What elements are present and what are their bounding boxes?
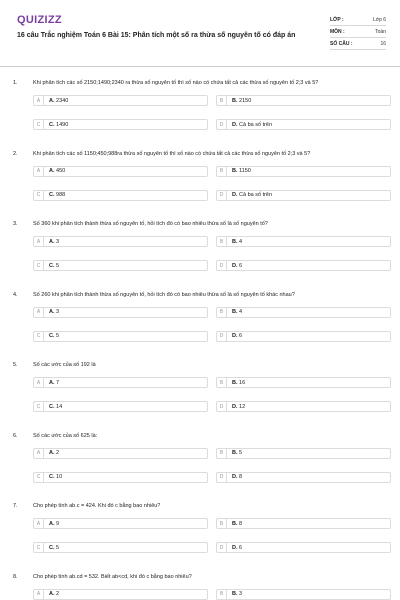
option-text: Cả ba số trên <box>239 192 273 198</box>
option-text: 5 <box>56 262 60 269</box>
option-prefix: C. <box>49 192 55 198</box>
option-prefix: D. <box>232 262 238 269</box>
option-text: 3 <box>56 309 60 315</box>
option-letter: A <box>34 519 44 528</box>
option-prefix: D. <box>232 544 238 551</box>
option-letter: A <box>34 96 44 105</box>
option-text: 2150 <box>239 97 252 104</box>
option-text: 8 <box>239 520 243 527</box>
option-b[interactable] <box>216 589 391 600</box>
question-text: Số 260 khi phân tích thành thừa số nguyên tố, hỏi tích đó có bao nhiêu thừa số là số nguyên tố khác nhau? <box>33 291 295 298</box>
option-letter: C <box>34 543 44 552</box>
option-text: 16 <box>239 379 246 386</box>
option-d[interactable] <box>216 331 391 342</box>
option-b[interactable] <box>216 518 391 529</box>
worksheet-meta <box>330 14 386 50</box>
option-prefix: C. <box>49 333 55 339</box>
option-letter: D <box>217 332 227 341</box>
option-text: 4 <box>239 309 243 315</box>
option-c[interactable] <box>33 331 208 342</box>
option-b[interactable] <box>216 307 391 318</box>
option-letter: A <box>34 449 44 458</box>
option-text: 6 <box>239 544 243 551</box>
option-text: 988 <box>56 192 66 198</box>
option-letter: B <box>217 590 227 599</box>
option-letter: C <box>34 402 44 411</box>
option-letter: D <box>217 402 227 411</box>
option-letter: D <box>217 473 227 482</box>
option-text: 1150 <box>239 168 251 174</box>
option-letter: D <box>217 191 227 200</box>
option-prefix: D. <box>232 121 238 128</box>
option-letter: C <box>34 261 44 270</box>
option-letter: B <box>217 519 227 528</box>
header-divider <box>0 66 400 67</box>
question-number: 4. <box>13 291 18 298</box>
option-a[interactable] <box>33 448 208 459</box>
meta-key: LỚP : <box>330 16 344 23</box>
question-item <box>0 70 400 141</box>
option-text: 12 <box>239 403 246 410</box>
option-text: 6 <box>239 333 243 339</box>
option-prefix: A. <box>49 309 55 315</box>
question-number: 7. <box>13 503 18 509</box>
option-a[interactable] <box>33 95 208 106</box>
option-letter: B <box>217 96 227 105</box>
question-item <box>0 141 400 212</box>
option-prefix: D. <box>232 474 238 480</box>
option-d[interactable] <box>216 401 391 412</box>
option-prefix: A. <box>49 97 55 104</box>
option-text: 1490 <box>56 121 69 128</box>
question-text: Cho phép tính ab.cd = 532. Biết ab<cd, khi đó c bằng bao nhiêu? <box>33 573 192 580</box>
option-letter: C <box>34 191 44 200</box>
option-text: 5 <box>56 544 60 551</box>
option-letter: B <box>217 167 227 176</box>
question-number: 3. <box>13 221 18 227</box>
option-prefix: C. <box>49 474 55 480</box>
option-b[interactable] <box>216 166 391 177</box>
option-b[interactable] <box>216 236 391 247</box>
option-prefix: B. <box>232 591 238 597</box>
meta-value: Lớp 6 <box>372 16 386 23</box>
worksheet-title: 16 câu Trắc nghiệm Toán 6 Bài 15: Phân tích một số ra thừa số nguyên tố có đáp án <box>17 32 296 39</box>
option-b[interactable] <box>216 377 391 388</box>
question-number: 6. <box>13 432 18 439</box>
option-text: 4 <box>239 238 243 245</box>
option-prefix: B. <box>232 520 238 527</box>
option-prefix: A. <box>49 591 55 597</box>
option-text: 7 <box>56 379 60 386</box>
option-text: 10 <box>56 474 63 480</box>
option-prefix: C. <box>49 121 55 128</box>
question-text: Khi phân tích các số 2150;1490;2340 ra thừa số nguyên tố thì số nào có chứa tất cả các thừa số nguyên tố 2;3 và 5? <box>33 80 319 86</box>
option-a[interactable] <box>33 236 208 247</box>
option-a[interactable] <box>33 377 208 388</box>
meta-row-class <box>330 14 386 26</box>
option-prefix: D. <box>232 333 238 339</box>
option-text: 9 <box>56 520 60 527</box>
option-prefix: D. <box>232 192 238 198</box>
question-text: Khi phân tích các số 1150;450;988ra thừa số nguyên tố thì số nào có chứa tất cả các thừa số nguyên tố 2;3 và 5? <box>33 150 311 157</box>
option-text: 5 <box>56 333 60 339</box>
quizizz-logo: QUIZIZZ <box>17 14 62 26</box>
option-text: 3 <box>239 591 243 597</box>
option-prefix: C. <box>49 544 55 551</box>
option-d[interactable] <box>216 190 391 201</box>
option-b[interactable] <box>216 95 391 106</box>
meta-value: Toán <box>375 28 386 35</box>
option-text: 6 <box>239 262 243 269</box>
option-letter: A <box>34 378 44 387</box>
question-item <box>0 211 400 282</box>
option-prefix: B. <box>232 309 238 315</box>
option-prefix: A. <box>49 168 55 174</box>
question-text: Số các ước của số 192 là <box>33 362 96 368</box>
option-c[interactable] <box>33 190 208 201</box>
option-prefix: B. <box>232 450 238 456</box>
question-item <box>0 282 400 353</box>
option-prefix: A. <box>49 450 55 456</box>
worksheet-header <box>0 0 400 66</box>
option-text: Cả ba số trên <box>239 121 273 128</box>
question-text: Số 360 khi phân tích thành thừa số nguyên tố, hỏi tích đó có bao nhiêu thừa số là số nguyên tố? <box>33 221 268 227</box>
option-letter: B <box>217 237 227 246</box>
option-prefix: B. <box>232 97 238 104</box>
option-letter: A <box>34 590 44 599</box>
option-letter: A <box>34 167 44 176</box>
option-letter: C <box>34 332 44 341</box>
option-prefix: A. <box>49 379 55 386</box>
option-text: 14 <box>56 403 63 410</box>
question-list <box>0 70 400 600</box>
option-text: 2 <box>56 591 60 597</box>
question-number: 2. <box>13 150 18 157</box>
question-item <box>0 423 400 494</box>
option-letter: D <box>217 543 227 552</box>
option-b[interactable] <box>216 448 391 459</box>
question-text: Số các ước của số 625 là: <box>33 432 98 439</box>
option-letter: A <box>34 308 44 317</box>
option-prefix: C. <box>49 262 55 269</box>
option-c[interactable] <box>33 472 208 483</box>
question-number: 5. <box>13 362 18 368</box>
option-letter: D <box>217 261 227 270</box>
option-text: 2340 <box>56 97 69 104</box>
question-item <box>0 493 400 564</box>
option-prefix: D. <box>232 403 238 410</box>
option-d[interactable] <box>216 542 391 553</box>
meta-key: SỐ CÂU : <box>330 40 353 47</box>
option-prefix: B. <box>232 168 238 174</box>
option-letter: A <box>34 237 44 246</box>
option-text: 5 <box>239 450 243 456</box>
option-prefix: C. <box>49 403 55 410</box>
option-d[interactable] <box>216 119 391 130</box>
option-c[interactable] <box>33 542 208 553</box>
option-prefix: B. <box>232 238 238 245</box>
option-a[interactable] <box>33 307 208 318</box>
option-text: 2 <box>56 450 60 456</box>
meta-value: 16 <box>380 40 386 47</box>
option-a[interactable] <box>33 518 208 529</box>
option-d[interactable] <box>216 472 391 483</box>
option-c[interactable] <box>33 401 208 412</box>
meta-row-count <box>330 38 386 50</box>
option-letter: B <box>217 308 227 317</box>
option-text: 450 <box>56 168 66 174</box>
option-letter: B <box>217 378 227 387</box>
option-c[interactable] <box>33 119 208 130</box>
question-number: 1. <box>13 80 18 86</box>
question-item <box>0 564 400 600</box>
meta-key: MÔN : <box>330 28 345 35</box>
option-letter: C <box>34 120 44 129</box>
meta-row-subject <box>330 26 386 38</box>
option-a[interactable] <box>33 166 208 177</box>
option-prefix: A. <box>49 238 55 245</box>
option-letter: C <box>34 473 44 482</box>
option-d[interactable] <box>216 260 391 271</box>
option-prefix: A. <box>49 520 55 527</box>
option-prefix: B. <box>232 379 238 386</box>
option-text: 8 <box>239 474 243 480</box>
question-item <box>0 352 400 423</box>
question-number: 8. <box>13 573 18 580</box>
question-text: Cho phép tính ab.c = 424. Khi đó c bằng bao nhiêu? <box>33 503 161 509</box>
option-text: 3 <box>56 238 60 245</box>
option-c[interactable] <box>33 260 208 271</box>
option-letter: B <box>217 449 227 458</box>
option-letter: D <box>217 120 227 129</box>
option-a[interactable] <box>33 589 208 600</box>
